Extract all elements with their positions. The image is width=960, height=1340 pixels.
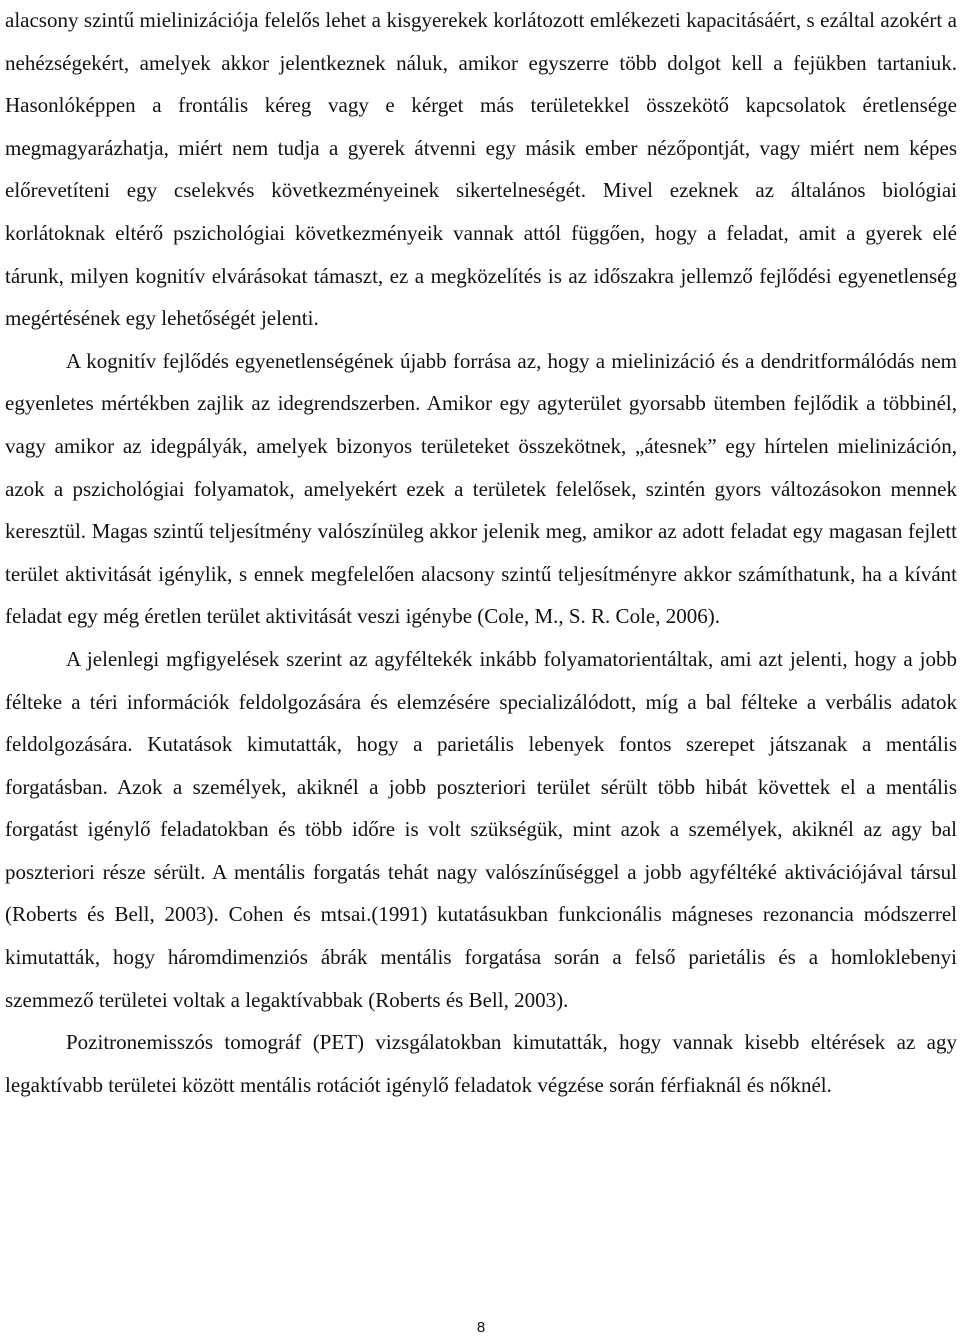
paragraph-1: alacsony szintű mielinizációja felelős lehet a kisgyerekek korlátozott emlékezeti kapacitásáért, s ezáltal azokért a nehézségekért, amelyek akkor jelentkeznek náluk, amikor egyszerre több dolgot kell a fejükben tartaniuk. Hasonlóképpen a frontális kéreg vagy e kérget más területekkel összekötő kapcsolatok éretlensége megmagyarázhatja, miért nem tudja a gyerek átvenni egy másik ember nézőpontját, vagy miért nem képes előrevetíteni egy cselekvés következményeinek sikertelneségét. Mivel ezeknek az általános biológiai korlátoknak eltérő pszichológiai következményeik vannak attól függően, hogy a feladat, amit a gyerek elé tárunk, milyen kognitív elvárásokat támaszt, ez a megközelítés is az időszakra jellemző fejlődési egyenetlenség megértésének egy lehetőségét jelenti. <box>5 8 957 331</box>
page-number: 8 <box>476 1319 486 1336</box>
document-page <box>5 0 957 1340</box>
paragraph-4: Pozitronemisszós tomográf (PET) vizsgálatokban kimutatták, hogy vannak kisebb eltérések az agy legaktívabb területei között mentális rotációt igénylő feladatok végzése során férfiaknál és nőknél. <box>5 1030 957 1097</box>
body-text <box>5 0 957 1106</box>
paragraph-3: A jelenlegi mgfigyelések szerint az agyféltekék inkább folyamatorientáltak, ami azt jelenti, hogy a jobb félteke a téri információk feldolgozására és elemzésére specializálódott, míg a bal félteke a verbális adatok feldolgozására. Kutatások kimutatták, hogy a parietális lebenyek fontos szerepet játszanak a mentális forgatásban. Azok a személyek, akiknél a jobb poszteriori terület sérült több hibát követtek el a mentális forgatást igénylő feladatokban és több időre is volt szükségük, mint azok a személyek, akiknél az agy bal poszteriori része sérült. A mentális forgatás tehát nagy valószínűséggel a jobb agyféltéké aktivációjával társul (Roberts és Bell, 2003). Cohen és mtsai.(1991) kutatásukban funkcionális mágneses rezonancia módszerrel kimutatták, hogy háromdimenziós ábrák mentális forgatása során a felső parietális és a homloklebenyi szemmező területei voltak a legaktívabbak (Roberts és Bell, 2003). <box>5 646 957 1012</box>
paragraph-2: A kognitív fejlődés egyenetlenségének újabb forrása az, hogy a mielinizáció és a dendritformálódás nem egyenletes mértékben zajlik az idegrendszerben. Amikor egy agyterület gyorsabb ütemben fejlődik a többinél, vagy amikor az idegpályák, amelyek bizonyos területeket összekötnek, „átesnek” egy hírtelen mielinizáción, azok a pszichológiai folyamatok, amelyekért ezek a területek felelősek, szintén gyors változásokon mennek keresztül. Magas szintű teljesítmény valószínüleg akkor jelenik meg, amikor az adott feladat egy magasan fejlett terület aktivitását igénylik, s ennek megfelelően alacsony szintű teljesítményre akkor számíthatunk, ha a kívánt feladat egy még éretlen terület aktivitását veszi igénybe (Cole, M., S. R. Cole, 2006). <box>5 348 957 629</box>
